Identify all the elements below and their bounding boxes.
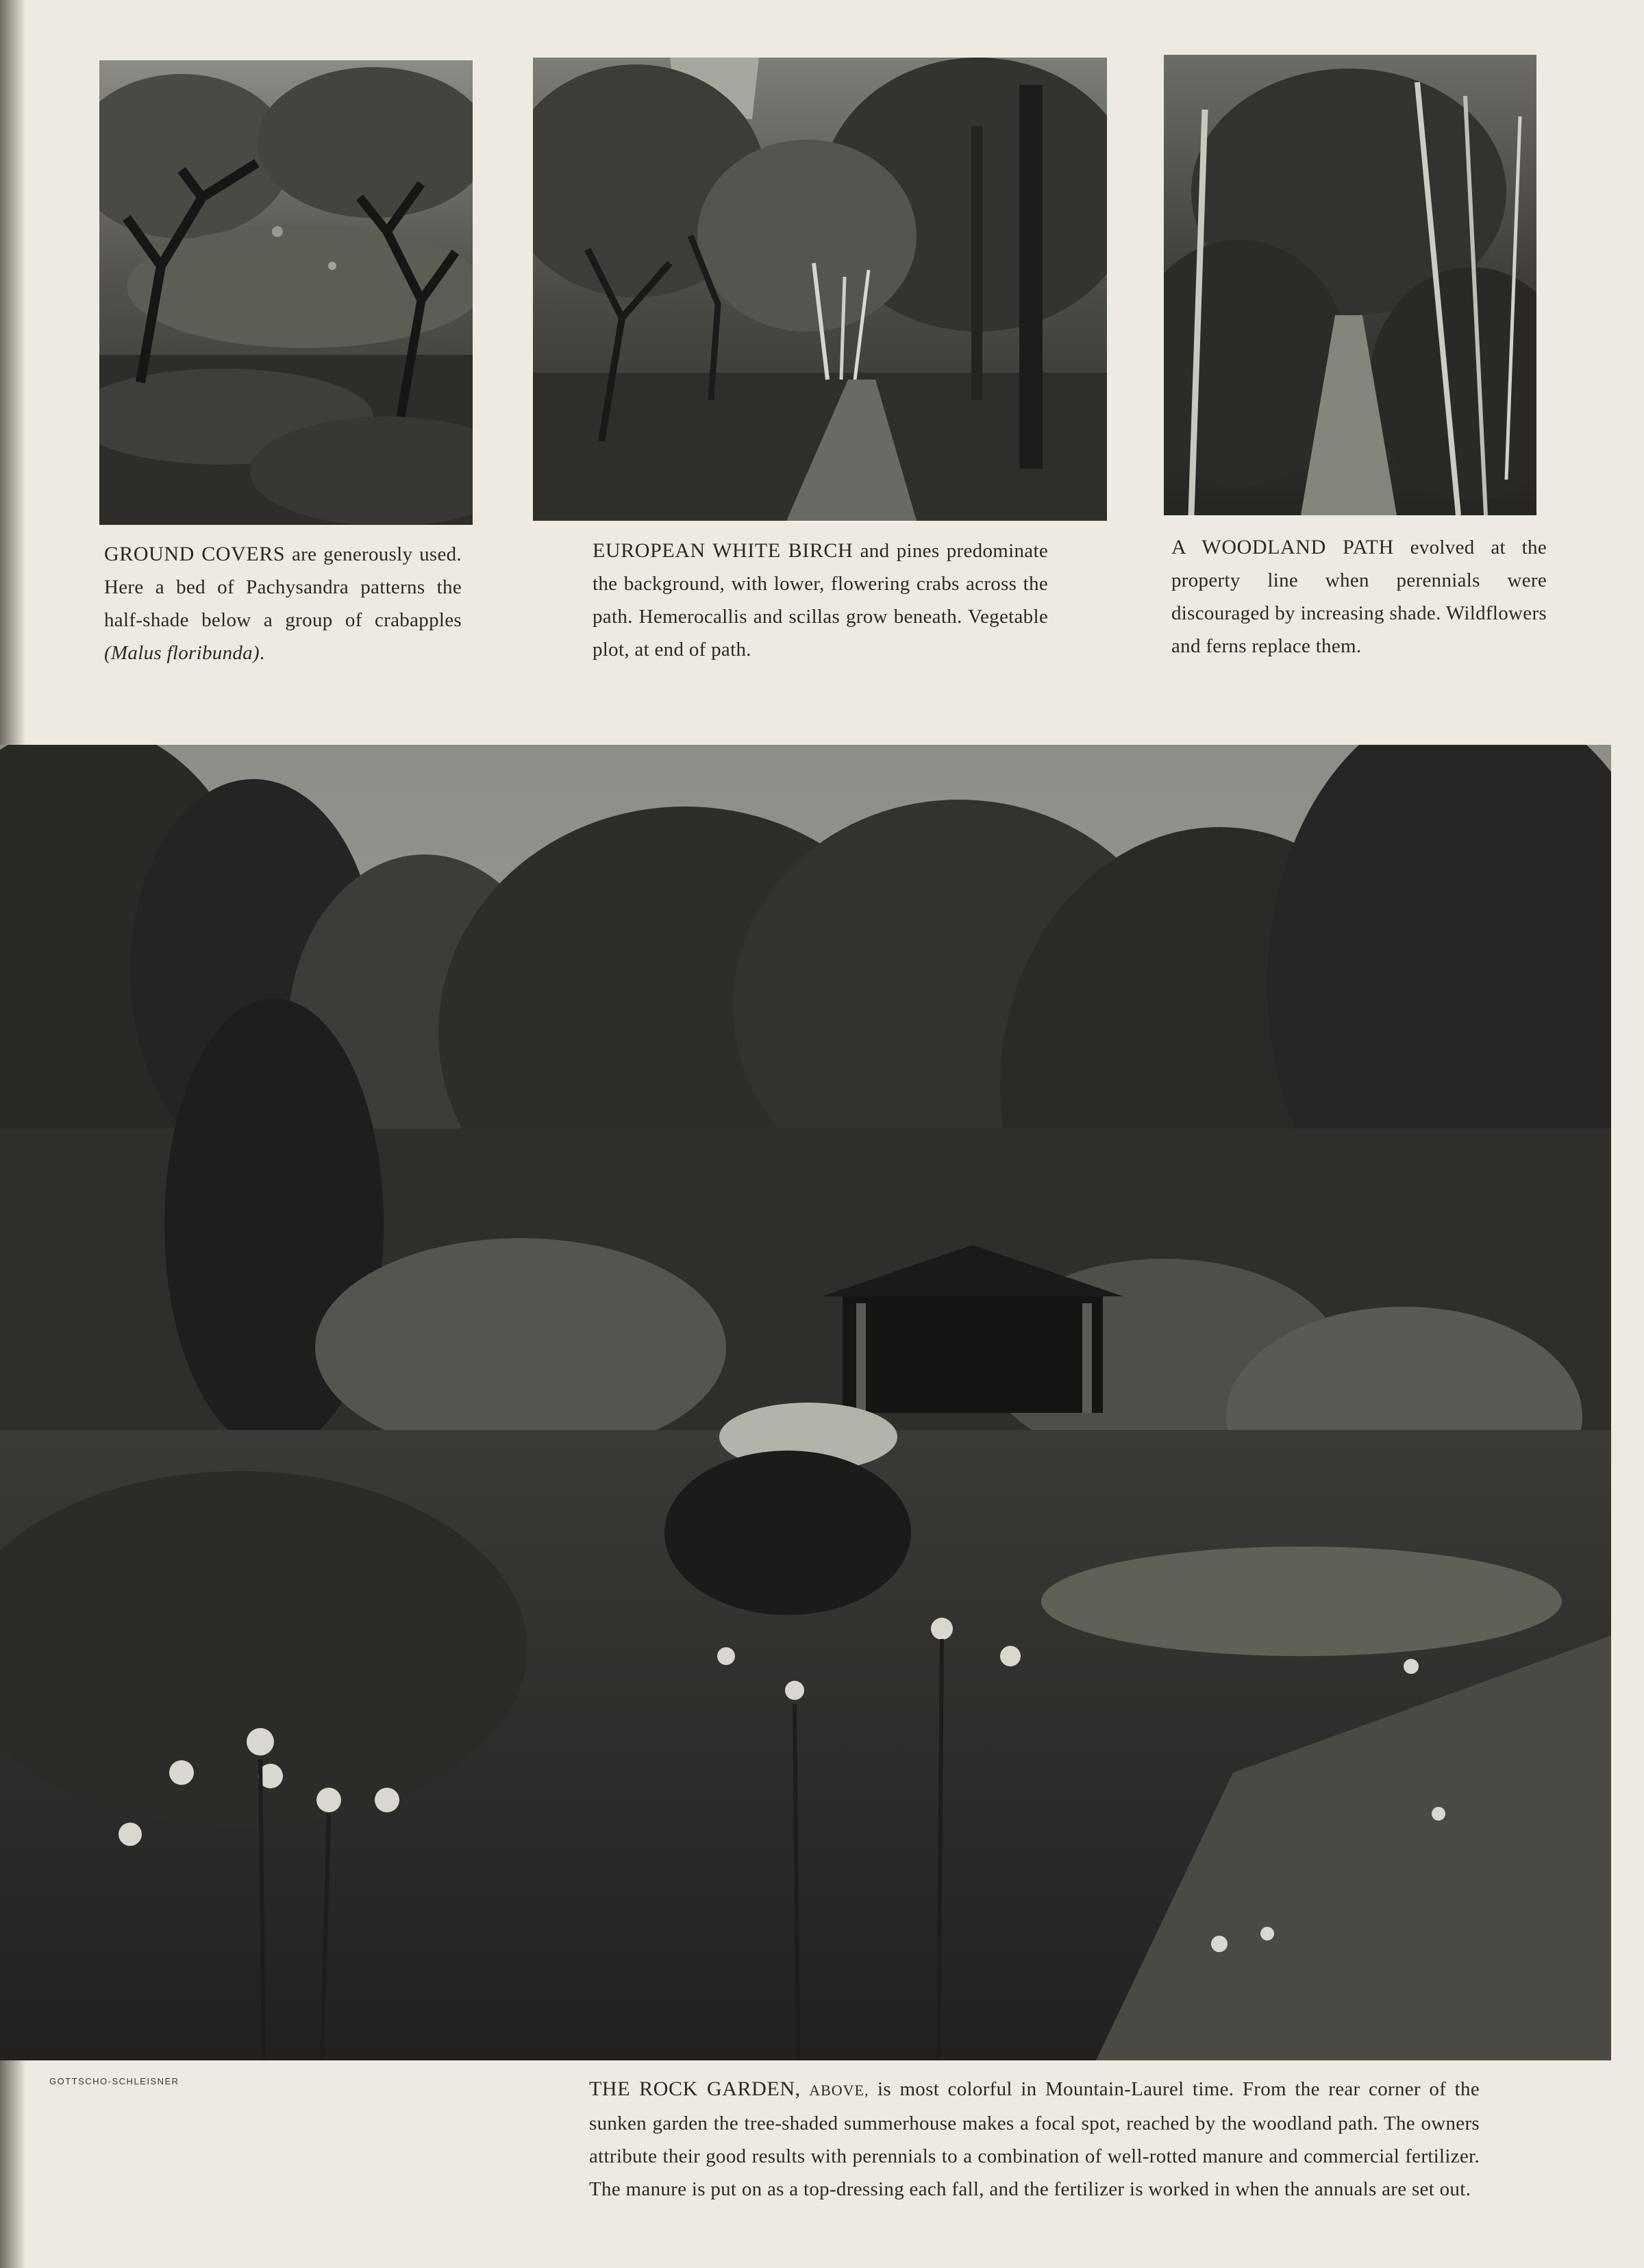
rock-garden-caption-text: is most colorful in Mountain-Laurel time. From the rear corner of the sunken garden the tree-shaded summerhouse makes a focal spot, reached by the woodland path. The owners attribute their good results with perennials to a combination of well-rotted manure and commercial fertilizer. The manure is put on as a top-dressing each fall, and the fertilizer is worked in when the annuals are set out.	[589, 2078, 1480, 2200]
ground-covers-caption-lead: GROUND COVERS	[104, 543, 286, 565]
ground-covers-photo	[99, 60, 473, 525]
rock-garden-caption	[589, 2073, 1480, 2206]
ground-covers-caption-end: .	[259, 642, 265, 664]
european-white-birch-caption-lead: EUROPEAN WHITE BIRCH	[593, 539, 854, 562]
rock-garden-caption-lead: THE ROCK GARDEN,	[589, 2078, 801, 2100]
ground-covers-caption-text: are generously used. Here a bed of Pachysandra patterns the half-shade below a group of crabapples	[104, 543, 462, 631]
european-white-birch-photo	[533, 58, 1107, 521]
european-white-birch-caption-text: and pines predominate the background, with lower, flowering crabs across the path. Hemerocallis and scillas grow beneath. Vegetable plot, at end of path.	[593, 540, 1048, 661]
rock-garden-caption-above: ABOVE,	[809, 2082, 869, 2099]
photo-credit: GOTTSCHO-SCHLEISNER	[49, 2076, 179, 2086]
woodland-path-caption-lead: A WOODLAND PATH	[1171, 536, 1394, 558]
woodland-path-caption	[1171, 531, 1547, 663]
european-white-birch-caption	[593, 534, 1048, 666]
rock-garden-photo	[0, 745, 1611, 2060]
ground-covers-caption-latin-name: (Malus floribunda)	[104, 642, 260, 664]
woodland-path-photo	[1164, 55, 1536, 515]
ground-covers-caption	[104, 538, 462, 669]
woodland-path-caption-text: evolved at the property line when perennials were discouraged by increasing shade. Wildflowers and ferns replace them.	[1171, 537, 1547, 657]
